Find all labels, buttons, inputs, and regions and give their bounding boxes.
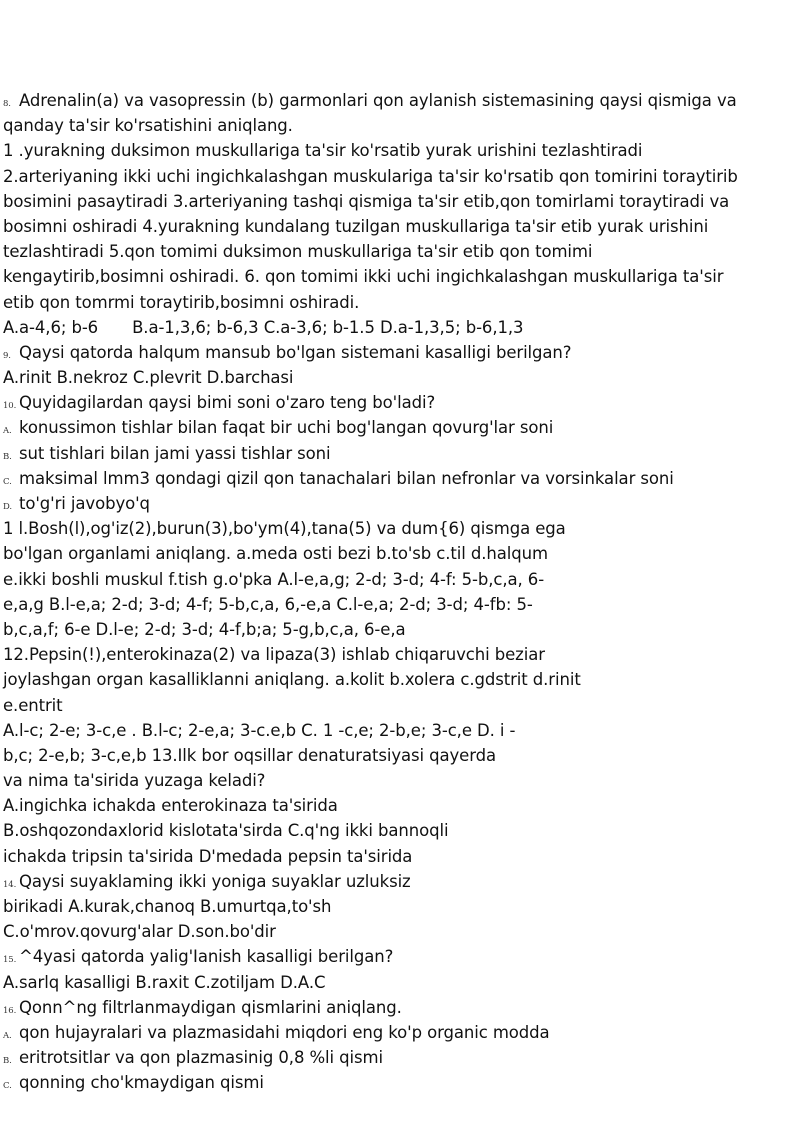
option-letter: C. — [3, 1081, 12, 1092]
option-letter: B. — [3, 451, 12, 462]
text-line: A.l-c; 2-e; 3-c,e . B.l-c; 2-e,a; 3-c.e,b C. 1 -c,e; 2-b,e; 3-c,e D. i - — [3, 720, 516, 740]
text-line: B.oshqozondaxlorid kislotata'sirda C.q'ng ikki bannoqli — [3, 821, 449, 841]
option-letter: B. — [3, 1056, 12, 1067]
question-15-line — [3, 944, 798, 969]
option-text: sut tishlari bilan jami yassi tishlar soni — [19, 443, 331, 463]
option-line — [3, 466, 798, 491]
question-10-line — [3, 390, 798, 415]
option-line — [3, 1070, 798, 1095]
text-line: 1 .yurakning duksimon muskullariga ta'sir ko'rsatib yurak urishini tezlashtiradi — [3, 141, 643, 161]
text-line: kengaytirib,bosimni oshiradi. 6. qon tomimi ikki uchi ingichkalashgan muskullariga ta'sir — [3, 267, 724, 287]
answer-line: A.rinit B.nekroz C.plevrit D.barchasi — [3, 368, 294, 388]
question-number: 16. — [3, 1005, 17, 1016]
text-line: e,a,g B.l-e,a; 2-d; 3-d; 4-f; 5-b,c,a, 6,-e,a C.l-e,a; 2-d; 3-d; 4-fb: 5- — [3, 594, 533, 614]
text-line: qanday ta'sir ko'rsatishini aniqlang. — [3, 116, 293, 136]
option-letter: A. — [3, 426, 12, 437]
question-number: 14. — [3, 879, 17, 890]
option-line — [3, 441, 798, 466]
answer-line — [3, 315, 798, 340]
option-letter: C. — [3, 476, 12, 487]
text-line: b,c; 2-e,b; 3-c,e,b 13.Ilk bor oqsillar denaturatsiyasi qayerda — [3, 745, 496, 765]
text-line: etib qon tomrmi toraytirib,bosimni oshiradi. — [3, 292, 360, 312]
question-text: Qonn^ng filtrlanmaydigan qismlarini aniqlang. — [19, 997, 402, 1017]
text-line: 1 l.Bosh(l),og'iz(2),burun(3),bo'ym(4),tana(5) va dum{6) qismga ega — [3, 519, 566, 539]
question-number: 8. — [3, 99, 11, 109]
question-number: 15. — [3, 955, 17, 966]
text-line: A.ingichka ichakda enterokinaza ta'sirida — [3, 796, 338, 816]
document-body — [3, 88, 798, 1096]
question-8-line — [3, 88, 798, 113]
text-line: joylashgan organ kasalliklanni aniqlang. a.kolit b.xolera c.gdstrit d.rinit — [3, 670, 581, 690]
text-line: 2.arteriyaning ikki uchi ingichkalashgan muskulariga ta'sir ko'rsatib qon tomirini toraytirib — [3, 166, 738, 186]
option-line — [3, 1020, 798, 1045]
option-line — [3, 491, 798, 516]
question-number: 9. — [3, 350, 11, 361]
option-line — [3, 415, 798, 440]
option-letter: D. — [3, 502, 13, 512]
option-text: eritrotsitlar va qon plazmasinig 0,8 %li qismi — [19, 1048, 383, 1068]
question-14-line — [3, 869, 798, 894]
question-text: Adrenalin(a) va vasopressin (b) garmonlari qon aylanish sistemasining qaysi qismiga va — [19, 91, 737, 110]
option-text: maksimal lmm3 qondagi qizil qon tanachalari bilan nefronlar va vorsinkalar soni — [19, 468, 674, 488]
text-line: ichakda tripsin ta'sirida D'medada pepsin ta'sirida — [3, 846, 413, 866]
text-line: va nima ta'sirida yuzaga keladi? — [3, 771, 266, 791]
question-9-line — [3, 340, 798, 365]
text-line: C.o'mrov.qovurg'alar D.son.bo'dir — [3, 922, 276, 942]
text-line: 12.Pepsin(!),enterokinaza(2) va lipaza(3) ishlab chiqaruvchi beziar — [3, 645, 545, 665]
option-text: konussimon tishlar bilan faqat bir uchi bog'langan qovurg'lar soni — [19, 418, 554, 438]
text-line: e.entrit — [3, 695, 63, 715]
option-text: qonning cho'kmaydigan qismi — [19, 1073, 264, 1093]
answer-a: A.a-4,6; b-6 — [3, 317, 99, 337]
text-line: e.ikki boshli muskul f.tish g.o'pka A.l-e,a,g; 2-d; 3-d; 4-f: 5-b,c,a, 6- — [3, 569, 545, 589]
text-line: birikadi A.kurak,chanoq B.umurtqa,to'sh — [3, 897, 332, 916]
answer-rest: B.a-1,3,6; b-6,3 C.a-3,6; b-1.5 D.a-1,3,5; b-6,1,3 — [132, 317, 524, 337]
option-line — [3, 1045, 798, 1070]
text-line: bo'lgan organlami aniqlang. a.meda osti bezi b.to'sb c.til d.halqum — [3, 544, 548, 564]
question-text: ^4yasi qatorda yalig'Ianish kasalligi berilgan? — [19, 947, 394, 967]
text-line: b,c,a,f; 6-e D.l-e; 2-d; 3-d; 4-f,b;a; 5-g,b,c,a, 6-e,a — [3, 619, 406, 639]
text-line: bosimini pasaytiradi 3.arteriyaning tashqi qismiga ta'sir etib,qon tomirlami toraytiradi va — [3, 191, 730, 211]
question-16-line — [3, 995, 798, 1020]
answer-line: A.sarlq kasalligi B.raxit C.zotiljam D.A.C — [3, 972, 326, 992]
option-text: to'g'ri javobyo'q — [19, 494, 150, 513]
text-line: bosimni oshiradi 4.yurakning kundalang tuzilgan muskullariga ta'sir etib yurak urishini — [3, 216, 709, 236]
option-text: qon hujayralari va plazmasidahi miqdori eng ko'p organic modda — [19, 1022, 550, 1042]
question-text: Qaysi qatorda halqum mansub bo'lgan sistemani kasalligi berilgan? — [19, 342, 572, 362]
question-text: Quyidagilardan qaysi bimi soni o'zaro teng bo'ladi? — [19, 393, 436, 413]
option-letter: A. — [3, 1030, 12, 1041]
question-number: 10. — [3, 401, 17, 412]
question-text: Qaysi suyaklaming ikki yoniga suyaklar uzluksiz — [19, 871, 411, 891]
text-line: tezlashtiradi 5.qon tomimi duksimon muskullariga ta'sir etib qon tomimi — [3, 242, 593, 262]
